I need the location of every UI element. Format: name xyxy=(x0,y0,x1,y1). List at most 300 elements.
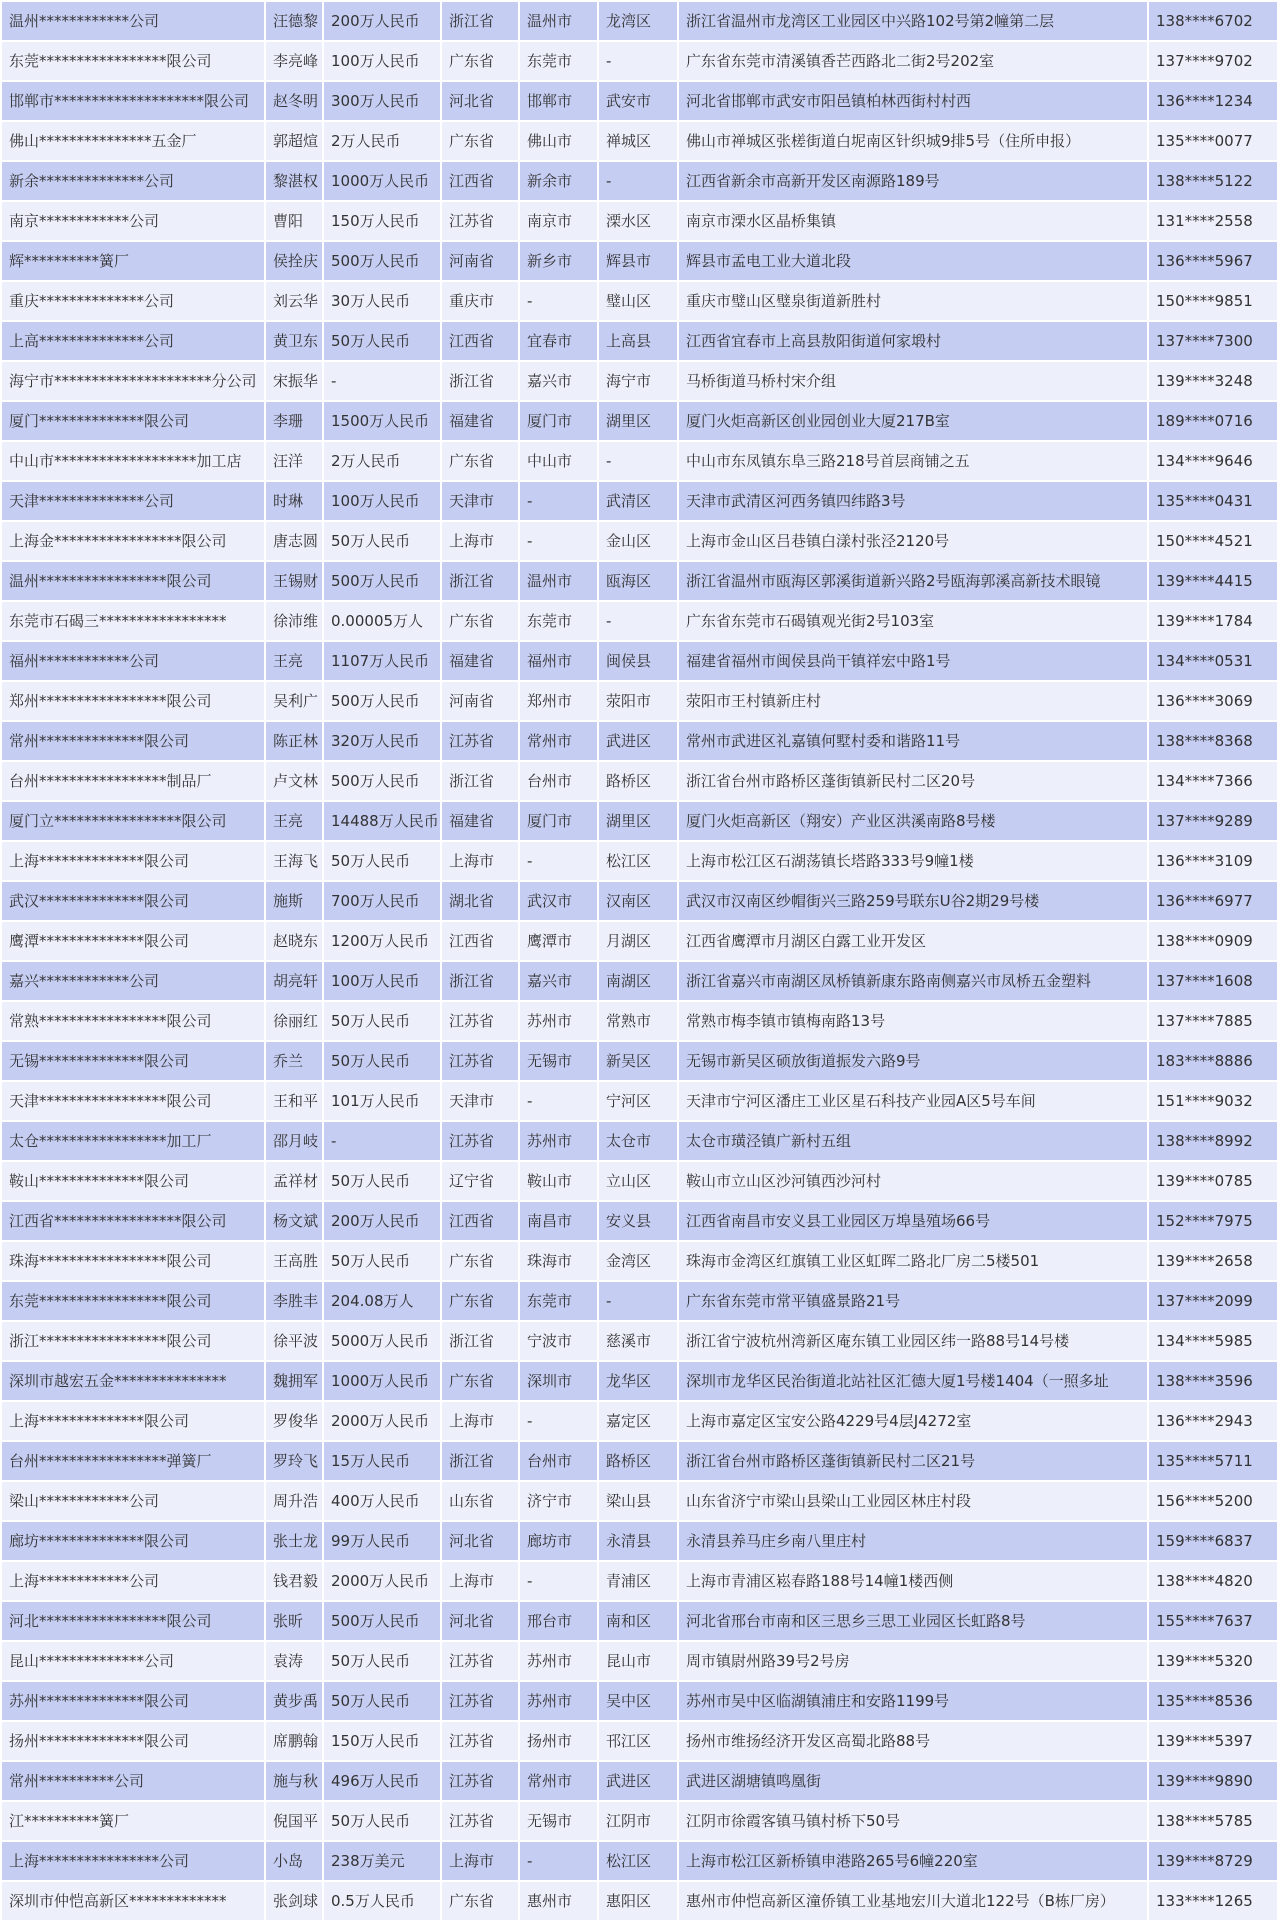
province-cell: 江苏省 xyxy=(442,1642,520,1682)
city-cell: 邯郸市 xyxy=(520,82,599,122)
registered-capital-cell: - xyxy=(324,1122,442,1162)
legal-rep-cell: 王和平 xyxy=(266,1082,324,1122)
phone-cell: 139****9890 xyxy=(1149,1762,1279,1802)
company-name-cell: 台州*****************弹簧厂 xyxy=(2,1442,266,1482)
address-cell: 浙江省宁波杭州湾新区庵东镇工业园区纬一路88号14号楼 xyxy=(679,1322,1149,1362)
company-name-cell: 苏州**************限公司 xyxy=(2,1682,266,1722)
city-cell: 台州市 xyxy=(520,1442,599,1482)
city-cell: 佛山市 xyxy=(520,122,599,162)
table-row xyxy=(2,762,1279,802)
province-cell: 江苏省 xyxy=(442,1682,520,1722)
registered-capital-cell: 500万人民币 xyxy=(324,1602,442,1642)
company-name-cell: 深圳市越宏五金*************** xyxy=(2,1362,266,1402)
address-cell: 周市镇尉州路39号2号房 xyxy=(679,1642,1149,1682)
legal-rep-cell: 倪国平 xyxy=(266,1802,324,1842)
company-name-cell: 新余**************公司 xyxy=(2,162,266,202)
table-row xyxy=(2,1082,1279,1122)
city-cell: 东莞市 xyxy=(520,602,599,642)
province-cell: 浙江省 xyxy=(442,0,520,42)
registered-capital-cell: 101万人民币 xyxy=(324,1082,442,1122)
address-cell: 厦门火炬高新区创业园创业大厦217B室 xyxy=(679,402,1149,442)
district-cell: - xyxy=(599,42,679,82)
company-name-cell: 江**********簧厂 xyxy=(2,1802,266,1842)
company-name-cell: 上海**************限公司 xyxy=(2,1402,266,1442)
province-cell: 浙江省 xyxy=(442,962,520,1002)
province-cell: 河南省 xyxy=(442,242,520,282)
table-row xyxy=(2,522,1279,562)
table-row xyxy=(2,1322,1279,1362)
district-cell: 武进区 xyxy=(599,722,679,762)
phone-cell: 138****0909 xyxy=(1149,922,1279,962)
district-cell: 安义县 xyxy=(599,1202,679,1242)
legal-rep-cell: 刘云华 xyxy=(266,282,324,322)
registered-capital-cell: 1000万人民币 xyxy=(324,162,442,202)
address-cell: 荥阳市王村镇新庄村 xyxy=(679,682,1149,722)
address-cell: 广东省东莞市石碣镇观光街2号103室 xyxy=(679,602,1149,642)
table-row xyxy=(2,42,1279,82)
legal-rep-cell: 施与秋 xyxy=(266,1762,324,1802)
city-cell: 扬州市 xyxy=(520,1722,599,1762)
legal-rep-cell: 孟祥材 xyxy=(266,1162,324,1202)
legal-rep-cell: 徐丽红 xyxy=(266,1002,324,1042)
city-cell: 嘉兴市 xyxy=(520,362,599,402)
phone-cell: 133****1265 xyxy=(1149,1882,1279,1922)
district-cell: 南和区 xyxy=(599,1602,679,1642)
legal-rep-cell: 时琳 xyxy=(266,482,324,522)
province-cell: 广东省 xyxy=(442,122,520,162)
legal-rep-cell: 曹阳 xyxy=(266,202,324,242)
company-name-cell: 太仓*****************加工厂 xyxy=(2,1122,266,1162)
address-cell: 浙江省嘉兴市南湖区凤桥镇新康东路南侧嘉兴市凤桥五金塑料 xyxy=(679,962,1149,1002)
city-cell: 新余市 xyxy=(520,162,599,202)
city-cell: - xyxy=(520,1402,599,1442)
company-name-cell: 浙江*****************限公司 xyxy=(2,1322,266,1362)
legal-rep-cell: 乔兰 xyxy=(266,1042,324,1082)
address-cell: 珠海市金湾区红旗镇工业区虹晖二路北厂房二5楼501 xyxy=(679,1242,1149,1282)
phone-cell: 136****3109 xyxy=(1149,842,1279,882)
table-row xyxy=(2,402,1279,442)
table-row xyxy=(2,802,1279,842)
table-row xyxy=(2,1522,1279,1562)
district-cell: 吴中区 xyxy=(599,1682,679,1722)
city-cell: 常州市 xyxy=(520,722,599,762)
registered-capital-cell: 50万人民币 xyxy=(324,1802,442,1842)
province-cell: 上海市 xyxy=(442,842,520,882)
district-cell: 闽侯县 xyxy=(599,642,679,682)
district-cell: 龙湾区 xyxy=(599,0,679,42)
table-row xyxy=(2,0,1279,42)
province-cell: 广东省 xyxy=(442,442,520,482)
phone-cell: 139****1784 xyxy=(1149,602,1279,642)
registered-capital-cell: 0.00005万人 xyxy=(324,602,442,642)
company-name-cell: 珠海*****************限公司 xyxy=(2,1242,266,1282)
phone-cell: 189****0716 xyxy=(1149,402,1279,442)
phone-cell: 137****1608 xyxy=(1149,962,1279,1002)
legal-rep-cell: 李珊 xyxy=(266,402,324,442)
table-row xyxy=(2,642,1279,682)
phone-cell: 139****5320 xyxy=(1149,1642,1279,1682)
legal-rep-cell: 席鹏翰 xyxy=(266,1722,324,1762)
phone-cell: 138****4820 xyxy=(1149,1562,1279,1602)
table-row xyxy=(2,122,1279,162)
registered-capital-cell: 500万人民币 xyxy=(324,762,442,802)
address-cell: 马桥街道马桥村宋介组 xyxy=(679,362,1149,402)
city-cell: 鹰潭市 xyxy=(520,922,599,962)
address-cell: 江西省新余市高新开发区南源路189号 xyxy=(679,162,1149,202)
phone-cell: 136****5967 xyxy=(1149,242,1279,282)
registered-capital-cell: 15万人民币 xyxy=(324,1442,442,1482)
district-cell: 湖里区 xyxy=(599,402,679,442)
district-cell: 禅城区 xyxy=(599,122,679,162)
district-cell: 常熟市 xyxy=(599,1002,679,1042)
address-cell: 永清县养马庄乡南八里庄村 xyxy=(679,1522,1149,1562)
company-name-cell: 上海金*****************限公司 xyxy=(2,522,266,562)
city-cell: 郑州市 xyxy=(520,682,599,722)
address-cell: 浙江省台州市路桥区蓬街镇新民村二区21号 xyxy=(679,1442,1149,1482)
phone-cell: 134****7366 xyxy=(1149,762,1279,802)
phone-cell: 135****0431 xyxy=(1149,482,1279,522)
city-cell: 无锡市 xyxy=(520,1042,599,1082)
phone-cell: 138****5785 xyxy=(1149,1802,1279,1842)
address-cell: 浙江省温州市龙湾区工业园区中兴路102号第2幢第二层 xyxy=(679,0,1149,42)
address-cell: 鞍山市立山区沙河镇西沙河村 xyxy=(679,1162,1149,1202)
registered-capital-cell: 50万人民币 xyxy=(324,322,442,362)
province-cell: 江苏省 xyxy=(442,1722,520,1762)
company-name-cell: 上海************公司 xyxy=(2,1562,266,1602)
legal-rep-cell: 陈正林 xyxy=(266,722,324,762)
legal-rep-cell: 徐沛维 xyxy=(266,602,324,642)
legal-rep-cell: 袁涛 xyxy=(266,1642,324,1682)
province-cell: 辽宁省 xyxy=(442,1162,520,1202)
province-cell: 天津市 xyxy=(442,482,520,522)
city-cell: 南京市 xyxy=(520,202,599,242)
district-cell: 溧水区 xyxy=(599,202,679,242)
phone-cell: 134****9646 xyxy=(1149,442,1279,482)
legal-rep-cell: 徐平波 xyxy=(266,1322,324,1362)
district-cell: 松江区 xyxy=(599,1842,679,1882)
address-cell: 天津市宁河区潘庄工业区星石科技产业园A区5号车间 xyxy=(679,1082,1149,1122)
district-cell: 慈溪市 xyxy=(599,1322,679,1362)
phone-cell: 135****5711 xyxy=(1149,1442,1279,1482)
address-cell: 天津市武清区河西务镇四纬路3号 xyxy=(679,482,1149,522)
phone-cell: 139****5397 xyxy=(1149,1722,1279,1762)
city-cell: 嘉兴市 xyxy=(520,962,599,1002)
district-cell: 宁河区 xyxy=(599,1082,679,1122)
district-cell: 上高县 xyxy=(599,322,679,362)
province-cell: 上海市 xyxy=(442,522,520,562)
legal-rep-cell: 黄步禹 xyxy=(266,1682,324,1722)
province-cell: 广东省 xyxy=(442,1282,520,1322)
city-cell: 济宁市 xyxy=(520,1482,599,1522)
legal-rep-cell: 李胜丰 xyxy=(266,1282,324,1322)
phone-cell: 135****0077 xyxy=(1149,122,1279,162)
registered-capital-cell: 1000万人民币 xyxy=(324,1362,442,1402)
table-row xyxy=(2,1202,1279,1242)
address-cell: 浙江省温州市瓯海区郭溪街道新兴路2号瓯海郭溪高新技术眼镜 xyxy=(679,562,1149,602)
city-cell: 惠州市 xyxy=(520,1882,599,1922)
province-cell: 江西省 xyxy=(442,162,520,202)
district-cell: 武进区 xyxy=(599,1762,679,1802)
city-cell: - xyxy=(520,842,599,882)
company-name-cell: 嘉兴************公司 xyxy=(2,962,266,1002)
address-cell: 佛山市禅城区张槎街道白坭南区针织城9排5号（住所申报） xyxy=(679,122,1149,162)
city-cell: 深圳市 xyxy=(520,1362,599,1402)
registered-capital-cell: 100万人民币 xyxy=(324,962,442,1002)
registered-capital-cell: 2000万人民币 xyxy=(324,1562,442,1602)
address-cell: 常熟市梅李镇市镇梅南路13号 xyxy=(679,1002,1149,1042)
registered-capital-cell: - xyxy=(324,362,442,402)
province-cell: 河北省 xyxy=(442,1602,520,1642)
registered-capital-cell: 150万人民币 xyxy=(324,1722,442,1762)
province-cell: 江苏省 xyxy=(442,1002,520,1042)
registered-capital-cell: 50万人民币 xyxy=(324,842,442,882)
company-name-cell: 鹰潭**************限公司 xyxy=(2,922,266,962)
address-cell: 江西省宜春市上高县敖阳街道何家塅村 xyxy=(679,322,1149,362)
company-name-cell: 上海**************限公司 xyxy=(2,842,266,882)
address-cell: 广东省东莞市常平镇盛景路21号 xyxy=(679,1282,1149,1322)
province-cell: 广东省 xyxy=(442,1242,520,1282)
province-cell: 福建省 xyxy=(442,402,520,442)
province-cell: 广东省 xyxy=(442,42,520,82)
district-cell: 永清县 xyxy=(599,1522,679,1562)
phone-cell: 139****8729 xyxy=(1149,1842,1279,1882)
phone-cell: 137****7300 xyxy=(1149,322,1279,362)
address-cell: 上海市松江区石湖荡镇长塔路333号9幢1楼 xyxy=(679,842,1149,882)
table-row xyxy=(2,482,1279,522)
legal-rep-cell: 黎湛权 xyxy=(266,162,324,202)
table-row xyxy=(2,1042,1279,1082)
registered-capital-cell: 50万人民币 xyxy=(324,522,442,562)
registered-capital-cell: 500万人民币 xyxy=(324,242,442,282)
address-cell: 南京市溧水区晶桥集镇 xyxy=(679,202,1149,242)
company-name-cell: 郑州*****************限公司 xyxy=(2,682,266,722)
city-cell: 鞍山市 xyxy=(520,1162,599,1202)
district-cell: 武清区 xyxy=(599,482,679,522)
province-cell: 上海市 xyxy=(442,1842,520,1882)
phone-cell: 136****6977 xyxy=(1149,882,1279,922)
table-row xyxy=(2,1482,1279,1522)
legal-rep-cell: 周升浩 xyxy=(266,1482,324,1522)
phone-cell: 137****9702 xyxy=(1149,42,1279,82)
phone-cell: 138****5122 xyxy=(1149,162,1279,202)
table-row xyxy=(2,162,1279,202)
district-cell: 海宁市 xyxy=(599,362,679,402)
address-cell: 辉县市孟电工业大道北段 xyxy=(679,242,1149,282)
province-cell: 广东省 xyxy=(442,1882,520,1922)
company-name-cell: 邯郸市********************限公司 xyxy=(2,82,266,122)
table-body xyxy=(2,0,1279,1922)
phone-cell: 183****8886 xyxy=(1149,1042,1279,1082)
table-row xyxy=(2,562,1279,602)
city-cell: 廊坊市 xyxy=(520,1522,599,1562)
phone-cell: 156****5200 xyxy=(1149,1482,1279,1522)
city-cell: 苏州市 xyxy=(520,1642,599,1682)
phone-cell: 138****8992 xyxy=(1149,1122,1279,1162)
phone-cell: 136****3069 xyxy=(1149,682,1279,722)
legal-rep-cell: 汪德黎 xyxy=(266,0,324,42)
province-cell: 江西省 xyxy=(442,922,520,962)
legal-rep-cell: 卢文林 xyxy=(266,762,324,802)
district-cell: 辉县市 xyxy=(599,242,679,282)
company-name-cell: 鞍山**************限公司 xyxy=(2,1162,266,1202)
province-cell: 江苏省 xyxy=(442,202,520,242)
phone-cell: 150****9851 xyxy=(1149,282,1279,322)
district-cell: 路桥区 xyxy=(599,762,679,802)
city-cell: - xyxy=(520,522,599,562)
company-name-cell: 上高**************公司 xyxy=(2,322,266,362)
company-name-cell: 佛山***************五金厂 xyxy=(2,122,266,162)
table-row xyxy=(2,1562,1279,1602)
registered-capital-cell: 150万人民币 xyxy=(324,202,442,242)
registered-capital-cell: 30万人民币 xyxy=(324,282,442,322)
registered-capital-cell: 300万人民币 xyxy=(324,82,442,122)
company-name-cell: 无锡**************限公司 xyxy=(2,1042,266,1082)
company-name-cell: 温州************公司 xyxy=(2,0,266,42)
province-cell: 浙江省 xyxy=(442,362,520,402)
city-cell: - xyxy=(520,1842,599,1882)
province-cell: 河北省 xyxy=(442,1522,520,1562)
legal-rep-cell: 黄卫东 xyxy=(266,322,324,362)
province-cell: 浙江省 xyxy=(442,762,520,802)
legal-rep-cell: 罗玲飞 xyxy=(266,1442,324,1482)
company-name-cell: 厦门**************限公司 xyxy=(2,402,266,442)
table-row xyxy=(2,842,1279,882)
city-cell: 中山市 xyxy=(520,442,599,482)
legal-rep-cell: 张剑球 xyxy=(266,1882,324,1922)
legal-rep-cell: 唐志圆 xyxy=(266,522,324,562)
registered-capital-cell: 320万人民币 xyxy=(324,722,442,762)
registered-capital-cell: 50万人民币 xyxy=(324,1242,442,1282)
city-cell: 宜春市 xyxy=(520,322,599,362)
district-cell: 青浦区 xyxy=(599,1562,679,1602)
district-cell: 松江区 xyxy=(599,842,679,882)
registered-capital-cell: 5000万人民币 xyxy=(324,1322,442,1362)
phone-cell: 134****5985 xyxy=(1149,1322,1279,1362)
district-cell: 邗江区 xyxy=(599,1722,679,1762)
phone-cell: 150****4521 xyxy=(1149,522,1279,562)
phone-cell: 139****4415 xyxy=(1149,562,1279,602)
legal-rep-cell: 宋振华 xyxy=(266,362,324,402)
city-cell: 珠海市 xyxy=(520,1242,599,1282)
city-cell: 温州市 xyxy=(520,562,599,602)
company-name-cell: 重庆**************公司 xyxy=(2,282,266,322)
registered-capital-cell: 2万人民币 xyxy=(324,442,442,482)
city-cell: 武汉市 xyxy=(520,882,599,922)
address-cell: 常州市武进区礼嘉镇何墅村委和谐路11号 xyxy=(679,722,1149,762)
district-cell: 江阴市 xyxy=(599,1802,679,1842)
company-name-cell: 梁山************公司 xyxy=(2,1482,266,1522)
company-name-cell: 上海****************公司 xyxy=(2,1842,266,1882)
district-cell: 汉南区 xyxy=(599,882,679,922)
province-cell: 浙江省 xyxy=(442,1322,520,1362)
company-name-cell: 常熟*****************限公司 xyxy=(2,1002,266,1042)
phone-cell: 159****6837 xyxy=(1149,1522,1279,1562)
legal-rep-cell: 小岛 xyxy=(266,1842,324,1882)
province-cell: 江苏省 xyxy=(442,1762,520,1802)
company-name-cell: 厦门立*****************限公司 xyxy=(2,802,266,842)
table-row xyxy=(2,1722,1279,1762)
table-row xyxy=(2,602,1279,642)
city-cell: 苏州市 xyxy=(520,1122,599,1162)
legal-rep-cell: 钱君毅 xyxy=(266,1562,324,1602)
province-cell: 浙江省 xyxy=(442,562,520,602)
province-cell: 江西省 xyxy=(442,1202,520,1242)
registered-capital-cell: 238万美元 xyxy=(324,1842,442,1882)
table-row xyxy=(2,722,1279,762)
registered-capital-cell: 14488万人民币 xyxy=(324,802,442,842)
province-cell: 上海市 xyxy=(442,1562,520,1602)
legal-rep-cell: 杨文斌 xyxy=(266,1202,324,1242)
phone-cell: 131****2558 xyxy=(1149,202,1279,242)
legal-rep-cell: 赵晓东 xyxy=(266,922,324,962)
city-cell: 邢台市 xyxy=(520,1602,599,1642)
district-cell: 金山区 xyxy=(599,522,679,562)
province-cell: 江西省 xyxy=(442,322,520,362)
district-cell: 璧山区 xyxy=(599,282,679,322)
province-cell: 山东省 xyxy=(442,1482,520,1522)
phone-cell: 137****9289 xyxy=(1149,802,1279,842)
legal-rep-cell: 施斯 xyxy=(266,882,324,922)
address-cell: 惠州市仲恺高新区潼侨镇工业基地宏川大道北122号（B栋厂房） xyxy=(679,1882,1149,1922)
city-cell: 无锡市 xyxy=(520,1802,599,1842)
city-cell: 厦门市 xyxy=(520,802,599,842)
city-cell: 厦门市 xyxy=(520,402,599,442)
district-cell: - xyxy=(599,162,679,202)
province-cell: 上海市 xyxy=(442,1402,520,1442)
city-cell: 苏州市 xyxy=(520,1682,599,1722)
address-cell: 河北省邢台市南和区三思乡三思工业园区长虹路8号 xyxy=(679,1602,1149,1642)
address-cell: 武进区湖塘镇鸣凰街 xyxy=(679,1762,1149,1802)
table-row xyxy=(2,1002,1279,1042)
district-cell: 昆山市 xyxy=(599,1642,679,1682)
phone-cell: 139****0785 xyxy=(1149,1162,1279,1202)
district-cell: 惠阳区 xyxy=(599,1882,679,1922)
legal-rep-cell: 汪洋 xyxy=(266,442,324,482)
district-cell: - xyxy=(599,602,679,642)
registered-capital-cell: 200万人民币 xyxy=(324,0,442,42)
company-name-cell: 海宁市*********************分公司 xyxy=(2,362,266,402)
district-cell: 金湾区 xyxy=(599,1242,679,1282)
district-cell: - xyxy=(599,442,679,482)
legal-rep-cell: 吴利广 xyxy=(266,682,324,722)
city-cell: 东莞市 xyxy=(520,1282,599,1322)
city-cell: 宁波市 xyxy=(520,1322,599,1362)
city-cell: 苏州市 xyxy=(520,1002,599,1042)
company-name-cell: 武汉**************限公司 xyxy=(2,882,266,922)
phone-cell: 139****2658 xyxy=(1149,1242,1279,1282)
province-cell: 广东省 xyxy=(442,1362,520,1402)
address-cell: 深圳市龙华区民治街道北站社区汇德大厦1号楼1404（一照多址 xyxy=(679,1362,1149,1402)
legal-rep-cell: 郭超煊 xyxy=(266,122,324,162)
table-row xyxy=(2,1282,1279,1322)
legal-rep-cell: 侯拴庆 xyxy=(266,242,324,282)
table-row xyxy=(2,1842,1279,1882)
address-cell: 厦门火炬高新区（翔安）产业区洪溪南路8号楼 xyxy=(679,802,1149,842)
address-cell: 江阴市徐霞客镇马镇村桥下50号 xyxy=(679,1802,1149,1842)
phone-cell: 137****2099 xyxy=(1149,1282,1279,1322)
district-cell: 武安市 xyxy=(599,82,679,122)
province-cell: 河南省 xyxy=(442,682,520,722)
province-cell: 江苏省 xyxy=(442,1042,520,1082)
registered-capital-cell: 1107万人民币 xyxy=(324,642,442,682)
company-name-cell: 常州**************限公司 xyxy=(2,722,266,762)
legal-rep-cell: 王海飞 xyxy=(266,842,324,882)
city-cell: - xyxy=(520,1562,599,1602)
legal-rep-cell: 张昕 xyxy=(266,1602,324,1642)
phone-cell: 137****7885 xyxy=(1149,1002,1279,1042)
district-cell: 太仓市 xyxy=(599,1122,679,1162)
province-cell: 广东省 xyxy=(442,602,520,642)
